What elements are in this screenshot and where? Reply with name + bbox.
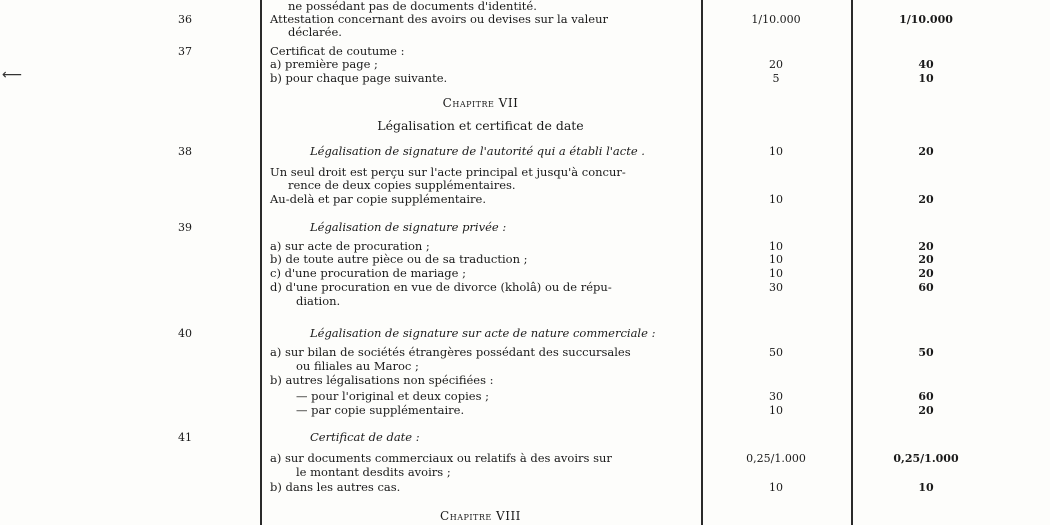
fee-col2: 20 <box>918 267 934 280</box>
fee-col1: 5 <box>772 72 780 85</box>
fee-col2: 60 <box>918 390 934 403</box>
row-text: a) sur acte de procuration ; <box>270 239 430 253</box>
fee-col1: 0,25/1.000 <box>746 452 806 465</box>
row-text: Attestation concernant des avoirs ou devises sur la valeur <box>270 12 608 26</box>
fee-col1: 10 <box>769 193 783 206</box>
row-text: c) d'une procuration de mariage ; <box>270 266 466 280</box>
row-text: b) dans les autres cas. <box>270 480 401 494</box>
row-text: Au-delà et par copie supplémentaire. <box>270 192 487 206</box>
fee-col2: 50 <box>918 346 934 359</box>
fee-col2: 0,25/1.000 <box>893 452 959 465</box>
row-text: a) sur bilan de sociétés étrangères possédant des succursales <box>270 345 631 359</box>
fee-col1: 30 <box>769 281 783 294</box>
row-text: b) de toute autre pièce ou de sa traduction ; <box>270 252 528 266</box>
row-text: Certificat de coutume : <box>270 44 405 58</box>
item-number: 36 <box>178 13 192 26</box>
row-text: Un seul droit est perçu sur l'acte principal et jusqu'à concur- <box>270 165 626 179</box>
fee-col1: 10 <box>769 404 783 417</box>
row-text: diation. <box>296 294 341 308</box>
row-text: Certificat de date : <box>310 430 420 444</box>
row-text: ne possédant pas de documents d'identité. <box>288 0 537 13</box>
fee-col1: 20 <box>769 58 783 71</box>
fee-col2: 20 <box>918 145 934 158</box>
row-text: — pour l'original et deux copies ; <box>296 389 490 403</box>
fee-col2: 20 <box>918 240 934 253</box>
row-text: Légalisation de signature de l'autorité qui a établi l'acte . <box>310 144 645 158</box>
row-text: d) d'une procuration en vue de divorce (kholâ) ou de répu- <box>270 280 612 294</box>
fee-col1: 10 <box>769 253 783 266</box>
fee-col1: 10 <box>769 145 783 158</box>
item-number: 39 <box>178 221 192 234</box>
fee-col2: 1/10.000 <box>899 13 953 26</box>
row-text: Légalisation de signature privée : <box>310 220 507 234</box>
fee-col1: 30 <box>769 390 783 403</box>
row-text: a) sur documents commerciaux ou relatifs à des avoirs sur <box>270 451 612 465</box>
chapter-viii-heading: Chapitre VIII <box>440 509 521 523</box>
fee-col1: 1/10.000 <box>751 13 801 26</box>
row-text: b) pour chaque page suivante. <box>270 71 448 85</box>
fee-col1: 10 <box>769 240 783 253</box>
fee-col2: 20 <box>918 253 934 266</box>
row-text: déclarée. <box>288 25 342 39</box>
fee-col1: 10 <box>769 481 783 494</box>
fee-col2: 40 <box>918 58 934 71</box>
row-text: a) première page ; <box>270 57 378 71</box>
item-number: 37 <box>178 45 192 58</box>
item-number: 40 <box>178 327 192 340</box>
item-number: 41 <box>178 431 192 444</box>
row-text: Légalisation de signature sur acte de nature commerciale : <box>310 326 656 340</box>
row-text: — par copie supplémentaire. <box>296 403 465 417</box>
fee-col2: 10 <box>918 72 934 85</box>
chapter-vii-heading: Chapitre VII <box>442 96 519 110</box>
row-text: b) autres légalisations non spécifiées : <box>270 373 494 387</box>
margin-arrow-icon: ⟵ <box>2 67 23 83</box>
item-number: 38 <box>178 145 192 158</box>
fee-col2: 20 <box>918 193 934 206</box>
fee-col1: 10 <box>769 267 783 280</box>
chapter-vii-subtitle: Légalisation et certificat de date <box>377 118 584 133</box>
fee-col2: 10 <box>918 481 934 494</box>
fee-col2: 60 <box>918 281 934 294</box>
row-text: ou filiales au Maroc ; <box>296 359 419 373</box>
fee-col2: 20 <box>918 404 934 417</box>
column-rule-left <box>260 0 262 525</box>
fee-col1: 50 <box>769 346 783 359</box>
row-text: rence de deux copies supplémentaires. <box>288 178 516 192</box>
row-text: le montant desdits avoirs ; <box>296 465 451 479</box>
